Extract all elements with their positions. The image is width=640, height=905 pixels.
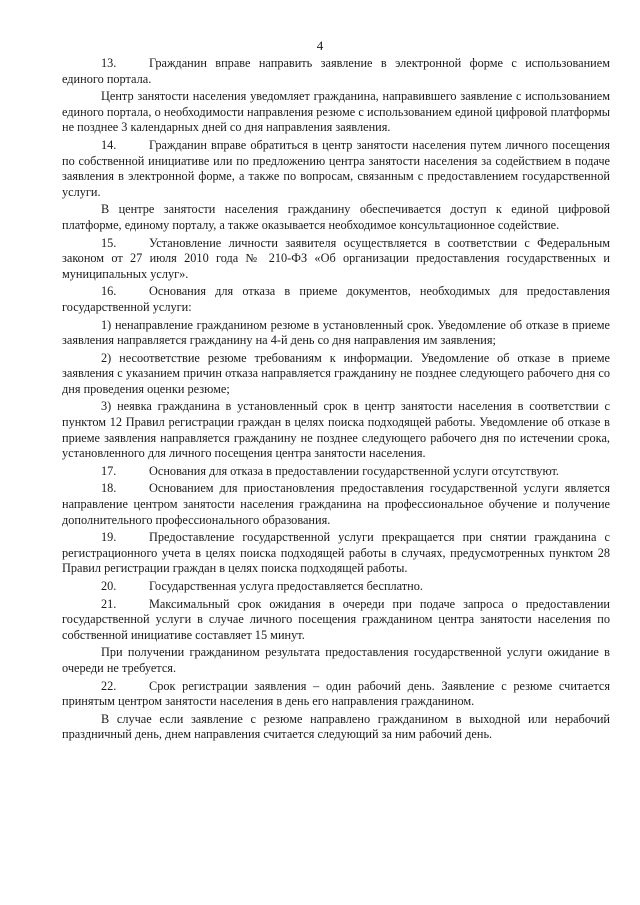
paragraph-text: Максимальный срок ожидания в очереди при подаче запроса о предоставлении государственной услуги в случае личного посещения гражданином центра занятости населения по собственной инициативе составляет 15 минут. [62, 596, 610, 642]
paragraph-number: 14. [101, 137, 117, 152]
paragraph [62, 579, 610, 595]
paragraph-number: 20. [101, 579, 117, 593]
paragraph [62, 464, 610, 480]
paragraph-number: 18. [101, 481, 117, 496]
paragraph [62, 481, 610, 528]
page-number: 4 [316, 38, 324, 53]
paragraph [62, 236, 610, 283]
paragraph-text: Гражданин вправе направить заявление в электронной форме с использованием единого портала. [62, 56, 610, 86]
list-item [62, 351, 610, 398]
paragraph [62, 645, 610, 676]
paragraph [62, 138, 610, 200]
paragraph-number: 19. [101, 530, 117, 545]
paragraph [62, 530, 610, 577]
paragraph-number: 22. [101, 678, 117, 693]
paragraph [62, 679, 610, 710]
paragraph-text: Основания для отказа в приеме документов, необходимых для предоставления государственной услуги: [62, 284, 610, 314]
paragraph-text: При получении гражданином результата предоставления государственной услуги ожидание в очереди не требуется. [62, 645, 610, 675]
list-item [62, 318, 610, 349]
paragraph-text: Основанием для приостановления предоставления государственной услуги является направление центром занятости населения гражданина на профессиональное обучение и получение дополнительного профессионального образования. [62, 481, 610, 527]
paragraph-text: 2) несоответствие резюме требованиям к информации. Уведомление об отказе в приеме заявления с указанием причин отказа направляется гражданину не позднее следующего рабочего дня со дня проведения оценки резюме; [62, 350, 610, 396]
paragraph [62, 89, 610, 136]
paragraph [62, 284, 610, 315]
paragraph [62, 712, 610, 743]
paragraph [62, 56, 610, 87]
paragraph-number: 13. [101, 56, 117, 70]
paragraph-text: Основания для отказа в предоставлении государственной услуги отсутствуют. [149, 463, 559, 478]
paragraph-text: 1) ненаправление гражданином резюме в установленный срок. Уведомление об отказе в приеме заявления направляется гражданину на 4-й день со дня направления им заявления; [62, 317, 610, 348]
paragraph [62, 597, 610, 644]
paragraph-text: Предоставление государственной услуги прекращается при снятии гражданина с регистрационного учета в целях поиска подходящей работы в случаях, предусмотренных пунктом 28 Правил регистрации граждан в целях поиска подходящей работы. [62, 530, 610, 576]
paragraph-text: Срок регистрации заявления – один рабочий день. Заявление с резюме считается принятым центром занятости населения в день его направления гражданином. [62, 678, 610, 709]
paragraph-number: 16. [101, 284, 117, 299]
paragraph-text: В случае если заявление с резюме направлено гражданином в выходной или нерабочий праздничный день, днем направления считается следующий за ним рабочий день. [62, 711, 610, 742]
paragraph-number: 17. [101, 463, 117, 478]
paragraph-text: Государственная услуга предоставляется бесплатно. [149, 579, 423, 593]
list-item [62, 399, 610, 461]
paragraph-number: 21. [101, 596, 117, 611]
paragraph-number: 15. [101, 235, 117, 250]
paragraph-text: Установление личности заявителя осуществляется в соответствии с Федеральным законом от 27 июля 2010 года № 210-ФЗ «Об организации предоставления государственных и муниципальных услуг». [62, 235, 610, 281]
paragraph [62, 202, 610, 233]
paragraph-text: Гражданин вправе обратиться в центр занятости населения путем личного посещения по собственной инициативе или по предложению центра занятости населения за содействием в подаче заявления в электронной форме, а также по вопросам, связанным с предоставлением государственной услуги. [62, 137, 610, 199]
paragraph-text: 3) неявка гражданина в установленный срок в центр занятости населения в соответствии с пунктом 12 Правил регистрации граждан в целях поиска подходящей работы. Уведомление об отказе в приеме заявления направляется гражданину не позднее следующего рабочего дня по истечении срока, установленного для личного посещения центра занятости населения. [62, 399, 610, 461]
document-body [62, 56, 610, 745]
paragraph-text: Центр занятости населения уведомляет гражданина, направившего заявление с использованием единого портала, о необходимости направления резюме с использованием единой цифровой платформы не позднее 3 календарных дней со дня направления заявления. [62, 89, 610, 135]
paragraph-text: В центре занятости населения гражданину обеспечивается доступ к единой цифровой платформе, единому порталу, а также оказывается необходимое консультационное содействие. [62, 202, 610, 232]
